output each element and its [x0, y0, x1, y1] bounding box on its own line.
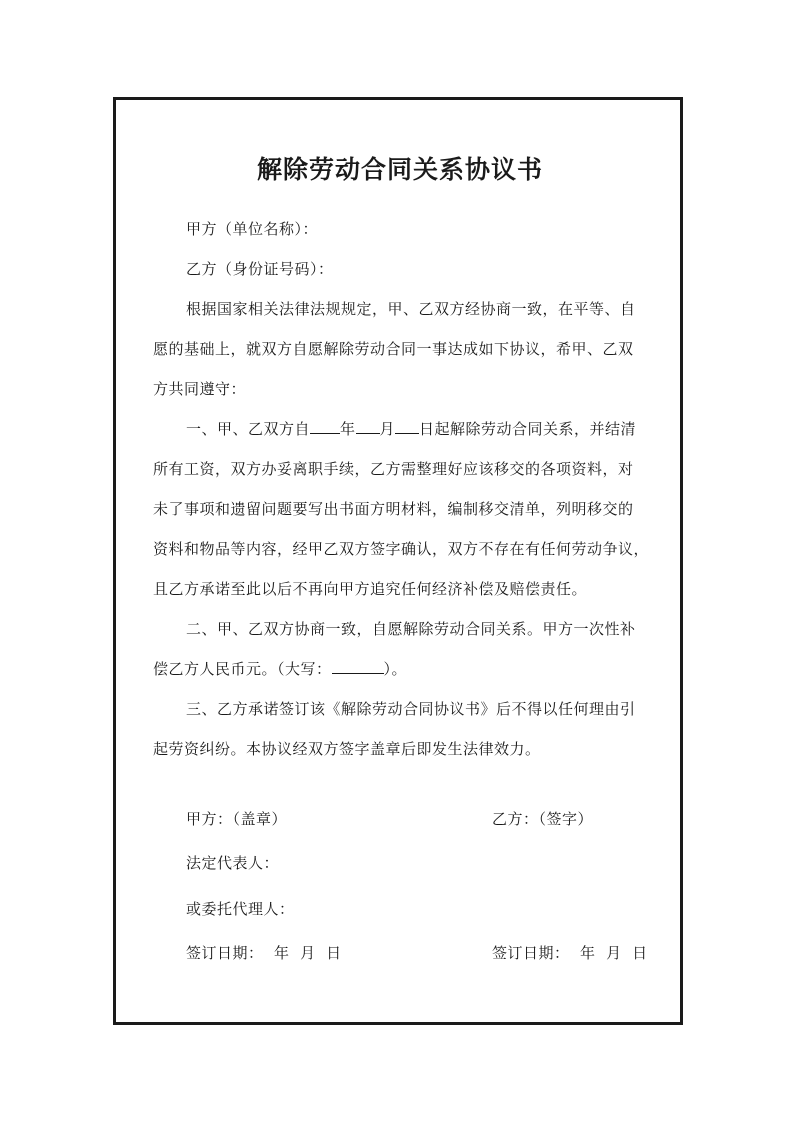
day-blank [395, 419, 419, 434]
party-a-seal: 甲方：（盖章） [186, 810, 288, 828]
intro-line-3: 方共同遵守： [153, 380, 247, 398]
clause2-suffix: ）。 [383, 660, 408, 678]
month-blank [356, 419, 380, 434]
clause1-line-3: 未了事项和遗留问题要写出书面方明材料，编制移交清单，列明移交的 [153, 500, 634, 518]
intro-line-2: 愿的基础上，就双方自愿解除劳动合同一事达成如下协议，希甲、乙双 [153, 340, 634, 358]
clause1-day-suffix: 日起解除劳动合同关系，并结清 [419, 420, 637, 438]
clause3-line-1: 三、乙方承诺签订该《解除劳动合同协议书》后不得以任何理由引 [186, 700, 636, 718]
clause2-prefix: 偿乙方人民币元。（大写： [153, 660, 332, 678]
clause1-year: 年 [340, 420, 356, 438]
sign-date-b: 签订日期： 年 月 日 [492, 944, 648, 962]
amount-blank [332, 659, 384, 674]
clause1-prefix: 一、甲、乙双方自 [186, 420, 311, 438]
clause1-line-5: 且乙方承诺至此以后不再向甲方追究任何经济补偿及赔偿责任。 [153, 580, 588, 598]
clause3-line-2: 起劳资纠纷。本协议经双方签字盖章后即发生法律效力。 [153, 740, 541, 758]
year-blank [310, 419, 340, 434]
party-b-sign: 乙方：（签字） [492, 810, 594, 828]
entrusted-agent: 或委托代理人： [186, 900, 295, 918]
intro-line-1: 根据国家相关法律法规规定，甲、乙双方经协商一致，在平等、自 [186, 300, 636, 318]
document-title: 解除劳动合同关系协议书 [256, 155, 543, 184]
party-a-label: 甲方（单位名称）： [186, 220, 319, 238]
clause2-line-2 [153, 658, 407, 679]
clause1-month: 月 [379, 420, 396, 438]
clause1-line-2: 所有工资，双方办妥离职手续，乙方需整理好应该移交的各项资料，对 [153, 460, 634, 478]
sign-date-a: 签订日期： 年 月 日 [186, 944, 342, 962]
clause2-line-1: 二、甲、乙双方协商一致，自愿解除劳动合同关系。甲方一次性补 [186, 620, 636, 638]
legal-representative: 法定代表人： [186, 854, 280, 872]
clause1-line-4: 资料和物品等内容，经甲乙双方签字确认，双方不存在有任何劳动争议， [153, 540, 650, 558]
party-b-label: 乙方（身份证号码）： [186, 260, 334, 278]
clause1-line-1 [186, 418, 636, 439]
